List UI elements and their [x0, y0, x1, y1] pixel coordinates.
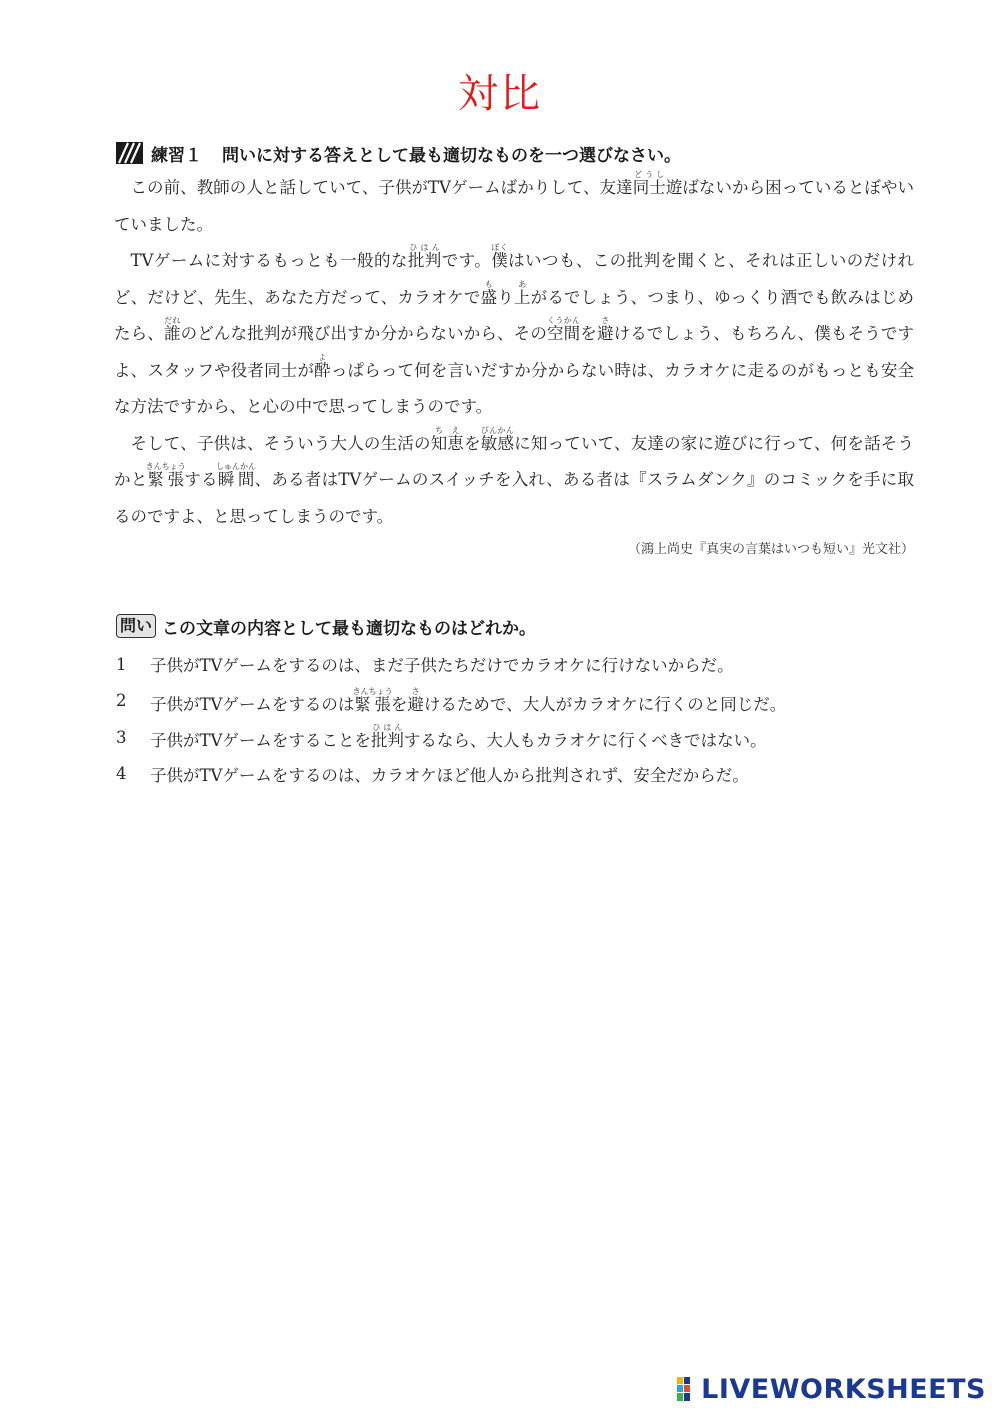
watermark-text: LIVEWORKSHEETS — [701, 1373, 986, 1405]
ruby-kinchou: 緊張きんちょう — [145, 462, 186, 489]
reading-passage — [114, 170, 914, 535]
passage-paragraph-3: そして、子供は、そういう大人の生活の知恵ちえを敏感びんかんに知っていて、友達の家に遊びに行って、何を話そうかと緊張きんちょうする瞬間しゅんかん、ある者はTVゲームのスイッチを入れ、ある者は『スラムダンク』のコミックを手に取るのですよ、と思ってしまうのです。 — [114, 425, 915, 526]
ruby-binkan: 敏感びんかん — [480, 425, 515, 453]
passage-paragraph-1: この前、教師の人と話していて、子供がTVゲームばかりして、友達同士どうし遊ばないから困っているとぼやいていました。 — [114, 170, 915, 234]
ruby-chie: 知恵ちえ — [430, 425, 465, 453]
ruby-mo: 盛も — [480, 279, 498, 307]
ruby-doushi: 同士どうし — [632, 170, 666, 197]
option-number: 2 — [116, 691, 127, 711]
option-text: 子供がTVゲームをするのは、まだ子供たちだけでカラオケに行けないからだ。 — [150, 656, 734, 676]
answer-options — [116, 646, 916, 792]
ruby-a: 上あ — [513, 279, 531, 307]
ruby-dare: 誰だれ — [163, 316, 181, 343]
answer-option-2[interactable] — [116, 683, 916, 720]
option-text: 子供がTVゲームをすることを批判ひはんするなら、大人もカラオケに行くべきではない。 — [150, 723, 767, 751]
exercise-label: 練習１ — [151, 145, 202, 166]
answer-option-3[interactable] — [116, 719, 916, 756]
ruby-yo: 酔よ — [314, 352, 331, 380]
option-text: 子供がTVゲームをするのは緊張きんちょうを避さけるためで、大人がカラオケに行くのと同じだ。 — [150, 686, 787, 714]
question-prompt: この文章の内容として最も適切なものはどれか。 — [162, 618, 537, 639]
ruby-sa: 避さ — [596, 316, 614, 343]
ruby-hihan: 批判ひはん — [407, 243, 442, 270]
answer-option-4[interactable] — [116, 756, 916, 793]
hatched-square-icon — [116, 142, 143, 164]
option-number: 1 — [116, 654, 127, 674]
passage-paragraph-2: TVゲームに対するもっとも一般的な批判ひはんです。僕ぼくはいつも、この批判を聞くと、それは正しいのだけれど、だけど、先生、あなた方だって、カラオケで盛もり上あがるでしょう、つまり、ゆっくり酒でも飲みはじめたら、誰だれのどんな批判が飛び出すか分からないから、その空間くうかんを避さけるでしょう、もちろん、僕もそうですよ、スタッフや役者同士が酔よっぱらって何を言いだすか分からない時は、カラオケに走るのがもっとも安全な方法ですから、と心の中で思ってしまうのです。 — [114, 243, 915, 416]
exercise-instruction: 問いに対する答えとして最も適切なものを一つ選びなさい。 — [222, 145, 681, 166]
exercise-header — [116, 140, 681, 166]
question-header — [116, 613, 536, 639]
option-number: 3 — [116, 727, 127, 747]
option-text: 子供がTVゲームをするのは、カラオケほど他人から批判されず、安全だからだ。 — [150, 765, 749, 785]
source-citation: （鴻上尚史『真実の言葉はいつも短い』光文社） — [627, 542, 914, 557]
answer-option-1[interactable] — [116, 646, 916, 683]
liveworksheets-watermark[interactable] — [676, 1374, 986, 1404]
question-badge: 問い — [116, 614, 156, 638]
ruby-boku: 僕ぼく — [491, 243, 509, 270]
liveworksheets-logo-icon — [676, 1376, 698, 1402]
page-title: 対比 — [458, 71, 542, 117]
ruby-kuukan: 空間くうかん — [546, 316, 581, 343]
ruby-shunkan: 瞬間しゅんかん — [216, 462, 257, 489]
option-number: 4 — [116, 764, 127, 784]
